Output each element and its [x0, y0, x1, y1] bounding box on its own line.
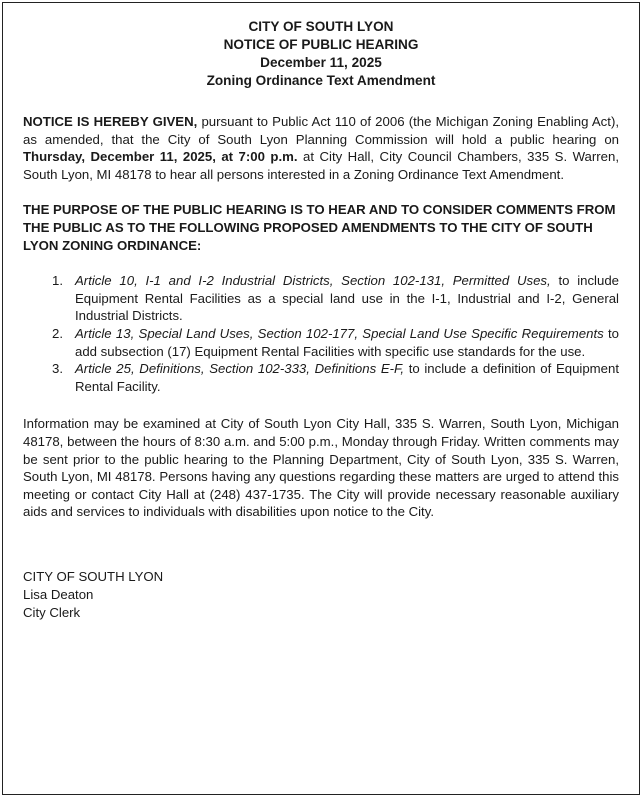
item-citation: Article 25, Definitions, Section 102-333, Definitions E-F, — [75, 361, 405, 377]
item-text: to include a definition of Equipment Rental Facility. — [75, 361, 619, 394]
list-item — [23, 325, 619, 360]
signature-title: City Clerk — [23, 604, 81, 620]
header-notice-type: NOTICE OF PUBLIC HEARING — [223, 37, 419, 52]
information-paragraph: Information may be examined at City of South Lyon City Hall, 335 S. Warren, South Lyon, Michigan 48178, between the hours of 8:30 a.m. and 5:00 p.m., Monday through Friday. Written comments may be sent prior to the public hearing to the Planning Department, City of South Lyon, 335 S. Warren, South Lyon, MI 48178. Persons having any questions regarding these matters are urged to attend this meeting or contact City Hall at (248) 437-1735. The City will provide necessary reasonable auxiliary aids and services to individuals with disabilities upon notice to the City. — [23, 416, 619, 520]
notice-header — [23, 18, 619, 90]
list-item — [23, 272, 619, 325]
item-citation: Article 10, I-1 and I-2 Industrial Districts, Section 102-131, Permitted Uses, — [75, 273, 551, 289]
purpose-statement: THE PURPOSE OF THE PUBLIC HEARING IS TO HEAR AND TO CONSIDER COMMENTS FROM THE PUBLIC AS TO THE FOLLOWING PROPOSED AMENDMENTS TO THE CITY OF SOUTH LYON ZONING ORDINANCE: — [23, 202, 616, 253]
header-date: December 11, 2025 — [260, 55, 382, 70]
item-number: 3. — [52, 361, 63, 377]
notice-text-a: pursuant to Public Act 110 of 2006 (the Michigan Zoning Enabling Act), as amended, that the City of South Lyon Planning Commission will hold a public hearing on — [23, 114, 619, 147]
notice-text-b: at City Hall, City Council Chambers, 335 S. Warren, South Lyon, MI 48178 to hear all persons interested in a Zoning Ordinance Text Amendment. — [23, 149, 619, 182]
signature-org: CITY OF SOUTH LYON — [23, 568, 164, 584]
notice-paragraph — [23, 113, 619, 183]
item-text: to add subsection (17) Equipment Rental Facilities with specific use standards for the use. — [75, 325, 619, 359]
public-notice — [23, 18, 619, 622]
item-number: 2. — [52, 325, 63, 341]
signature-name: Lisa Deaton — [23, 586, 94, 602]
item-text: to include Equipment Rental Facilities as a special land use in the I-1, Industrial and I-2, General Industrial Districts. — [75, 273, 619, 324]
header-city: CITY OF SOUTH LYON — [248, 19, 394, 34]
amendment-list — [23, 272, 619, 395]
header-subject: Zoning Ordinance Text Amendment — [206, 73, 436, 88]
notice-lead: NOTICE IS HEREBY GIVEN, — [23, 114, 198, 129]
item-number: 1. — [52, 273, 63, 289]
hearing-datetime: Thursday, December 11, 2025, at 7:00 p.m. — [23, 149, 298, 165]
signature-block — [23, 568, 619, 622]
item-citation: Article 13, Special Land Uses, Section 102-177, Special Land Use Specific Requirements — [75, 325, 604, 341]
list-item — [23, 360, 619, 395]
